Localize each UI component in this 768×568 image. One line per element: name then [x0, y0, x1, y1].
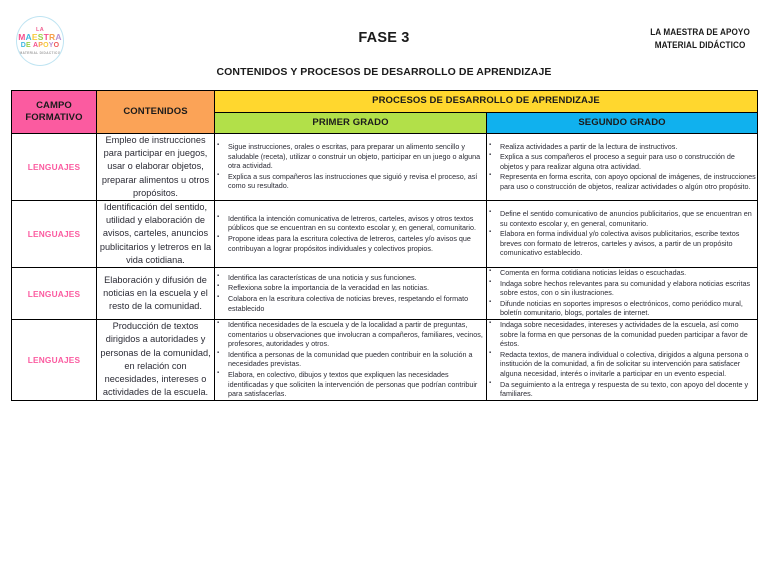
cell-segundo-grado [487, 268, 758, 320]
list-item: ▪ Redacta textos, de manera individual o colectiva, dirigidos a alguna persona o institución de la comunidad, a fin de solicitar su intervención para satisfacer alguna necesidad, interés o invitarle a participar en un evento especial. [487, 350, 757, 379]
bullet-list-primer [215, 273, 486, 313]
list-item: ▪ Elabora en forma individual y/o colectiva avisos publicitarios, escribe textos breves con formato de letreros, carteles y avisos, a partir de un propósito comunicativo establecido. [487, 229, 757, 258]
list-item: ▪ Realiza actividades a partir de la lectura de instructivos. [487, 142, 757, 152]
list-item: ▪ Define el sentido comunicativo de anuncios publicitarios, que se encuentran en su contexto escolar y, en general, comunitario. [487, 209, 757, 228]
cell-segundo-grado [487, 134, 758, 201]
cell-campo: LENGUAJES [12, 134, 97, 201]
list-item: ▪ Da seguimiento a la entrega y respuesta de su texto, con apoyo del docente y familiares. [487, 380, 757, 399]
brand-text [650, 26, 750, 52]
cell-segundo-grado [487, 320, 758, 401]
header-segundo-grado: SEGUNDO GRADO [487, 113, 758, 134]
list-item: ▪ Identifica a personas de la comunidad que pueden contribuir en la solución a necesidades previstas. [215, 350, 486, 369]
table-row [12, 320, 758, 401]
bullet-list-primer [215, 214, 486, 253]
table-header-row-1 [12, 91, 758, 113]
cell-campo: LENGUAJES [12, 268, 97, 320]
bullet-list-segundo [487, 320, 757, 399]
list-item: ▪ Explica a sus compañeros el proceso a seguir para uso o construcción de objetos y para realizar alguna otra actividad. [487, 152, 757, 171]
bullet-list-primer [215, 142, 486, 191]
list-item: ▪ Reflexiona sobre la importancia de la veracidad en las noticias. [215, 283, 486, 293]
list-item: ▪ Sigue instrucciones, orales o escritas, para preparar un alimento sencillo y saludable (receta), utilizar o construir un objeto, participar en un juego o alguna otra actividad. [215, 142, 486, 171]
list-item: ▪ Difunde noticias en soportes impresos o electrónicos, como periódico mural, boletín comunitario, blogs, portales de internet. [487, 299, 757, 318]
cell-primer-grado [215, 134, 487, 201]
list-item: ▪ Explica a sus compañeros las instrucciones que siguió y revisa el proceso, así como su resultado. [215, 172, 486, 191]
bullet-list-segundo [487, 142, 757, 192]
bullet-list-primer [215, 320, 486, 399]
cell-contenido: Producción de textos dirigidos a autoridades y personas de la comunidad, en relación con necesidades, intereses o actividades de la escuela. [97, 320, 215, 401]
table-body [12, 134, 758, 401]
bullet-list-segundo [487, 268, 757, 318]
list-item: ▪ Identifica la intención comunicativa de letreros, carteles, avisos y otros textos públicos que se encuentran en su contexto escolar y, en general, comunitario. [215, 214, 486, 233]
header-procesos: PROCESOS DE DESARROLLO DE APRENDIZAJE [215, 91, 758, 113]
document-header [0, 0, 768, 88]
page-title: FASE 3 [358, 30, 410, 46]
list-item: ▪ Elabora, en colectivo, dibujos y textos que expliquen las necesidades identificadas y que soliciten la intervención de personas que podrían contribuir para satisfacerlas. [215, 370, 486, 399]
cell-primer-grado [215, 320, 487, 401]
contents-table [11, 90, 758, 401]
brand-text-line-2: MATERIAL DIDÁCTICO [654, 40, 746, 51]
header-contenidos: CONTENIDOS [97, 91, 215, 134]
table-head [12, 91, 758, 134]
list-item: ▪ Representa en forma escrita, con apoyo opcional de imágenes, de instrucciones para uso o construcción de objetos, realizar actividades o algún otro propósito. [487, 172, 757, 191]
list-item: ▪ Identifica necesidades de la escuela y de la localidad a partir de preguntas, comentarios u observaciones que involucran a compañeros, familiares, vecinos, profesores, autoridades y otros. [215, 320, 486, 349]
list-item: ▪ Propone ideas para la escritura colectiva de letreros, carteles y/o avisos que contribuyan a lograr propósitos individuales y colectivos propios. [215, 234, 486, 253]
cell-contenido: Identificación del sentido, utilidad y elaboración de avisos, carteles, anuncios publicitarios y letreros en la vida cotidiana. [97, 201, 215, 268]
logo-line-2: MAESTRA [18, 31, 62, 42]
header-campo-formativo: CAMPO FORMATIVO [12, 91, 97, 134]
header-primer-grado: PRIMER GRADO [215, 113, 487, 134]
list-item: ▪ Indaga sobre necesidades, intereses y actividades de la escuela, así como sobre la forma en que personas de la comunidad pueden participar a favor de éstos. [487, 320, 757, 349]
brand-text-line-1: LA MAESTRA DE APOYO [650, 27, 750, 38]
table-row [12, 268, 758, 320]
cell-contenido: Elaboración y difusión de noticias en la escuela y el resto de la comunidad. [97, 268, 215, 320]
logo-line-3: DE APOYO [20, 41, 60, 49]
cell-campo: LENGUAJES [12, 320, 97, 401]
cell-primer-grado [215, 201, 487, 268]
logo-line-4: MATERIAL DIDACTICO [19, 50, 61, 55]
list-item: ▪ Comenta en forma cotidiana noticias leídas o escuchadas. [487, 268, 757, 278]
logo-line-1: LA [36, 26, 44, 33]
cell-segundo-grado [487, 201, 758, 268]
page-subtitle: CONTENIDOS Y PROCESOS DE DESARROLLO DE APRENDIZAJE [216, 66, 552, 78]
bullet-list-segundo [487, 209, 757, 258]
list-item: ▪ Colabora en la escritura colectiva de noticias breves, respetando el formato establecido [215, 294, 486, 313]
list-item: ▪ Identifica las características de una noticia y sus funciones. [215, 273, 486, 283]
cell-campo: LENGUAJES [12, 201, 97, 268]
table-row [12, 134, 758, 201]
cell-contenido: Empleo de instrucciones para participar en juegos, usar o elaborar objetos, preparar alimentos u otros propósitos. [97, 134, 215, 201]
contents-table-wrapper [11, 90, 757, 401]
list-item: ▪ Indaga sobre hechos relevantes para su comunidad y elabora noticias escritas sobre estos, con o sin ilustraciones. [487, 279, 757, 298]
table-row [12, 201, 758, 268]
cell-primer-grado [215, 268, 487, 320]
